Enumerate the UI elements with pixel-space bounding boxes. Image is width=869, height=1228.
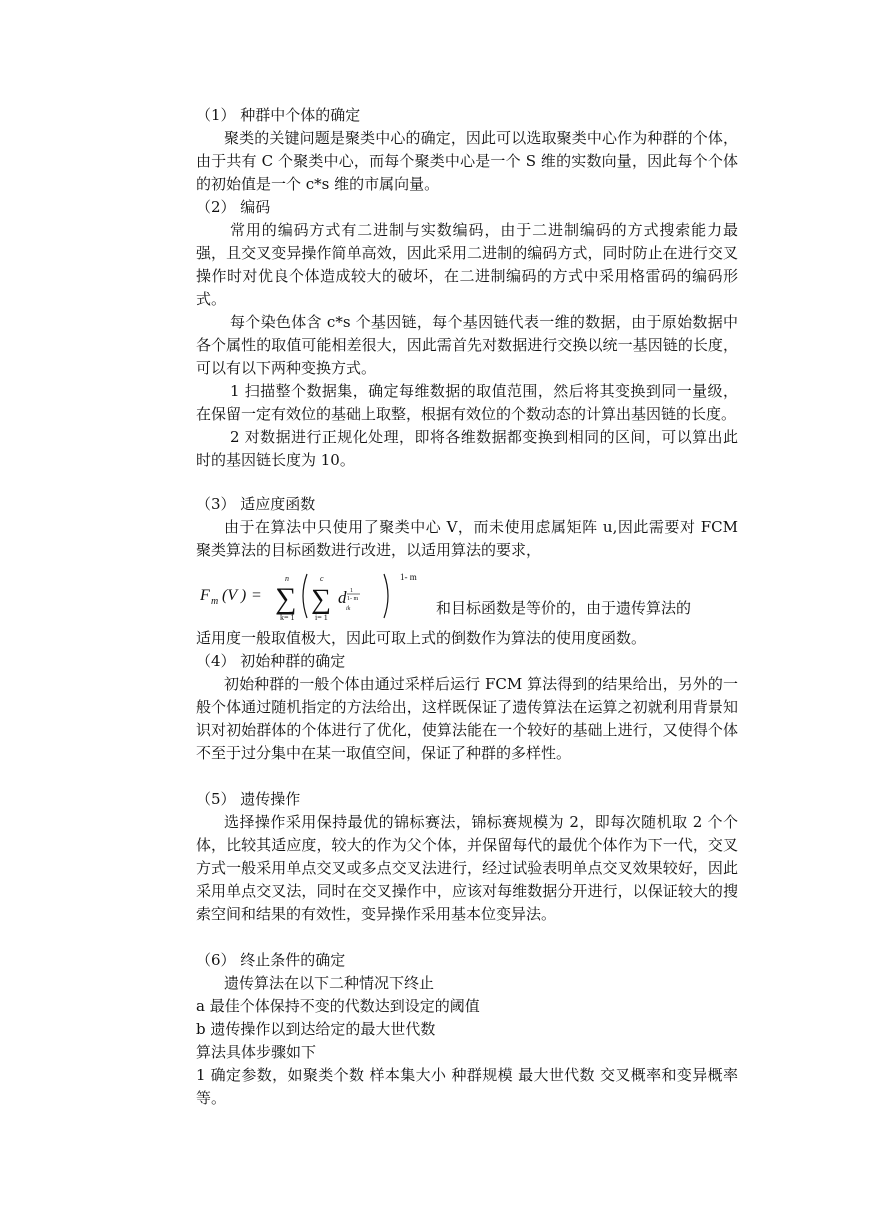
paragraph: 2 对数据进行正规化处理，即将各维数据都变换到相同的区间，可以算出此时的基因链长度为 10。 — [196, 428, 738, 469]
formula-frac-den: 1- m — [347, 596, 359, 602]
paragraph: 选择操作采用保持最优的锦标赛法，锦标赛规模为 2，即每次随机取 2 个个体，比较其适应度，较大的作为父个体，并保留每代的最优个体作为下一代，交叉方式一般采用单点交叉或多点交叉法进行，经过试验表明单点交叉效果较好，因此采用单点交叉法，同时在交叉操作中，应该对每维数据分开进行，以保证较大的搜索空间和结果的有效性，变异操作采用基本位变异法。 — [196, 813, 738, 923]
paragraph: 适用度一般取值极大，因此可取上式的倒数作为算法的使用度函数。 — [196, 629, 647, 647]
paragraph: 初始种群的一般个体由通过采样后运行 FCM 算法得到的结果给出，另外的一般个体通过随机指定的方法给出，这样既保证了遗传算法在运算之初就利用背景知识对初始群体的个体进行了优化，使算法能在一个较好的基础上进行，又使得个体不至于过分集中在某一取值空间，保证了种群的多样性。 — [196, 675, 738, 762]
formula-inner-upper: c — [320, 574, 324, 583]
step-1: 1 确定参数，如聚类个数 样本集大小 种群规模 最大世代数 交叉概率和变异概率等。 — [196, 1066, 738, 1107]
steps-intro: 算法具体步骤如下 — [196, 1043, 317, 1061]
formula-lhs-sub: m — [211, 596, 219, 607]
heading-2: （2） 编码 — [196, 198, 271, 216]
heading-5: （5） 遗传操作 — [196, 790, 301, 808]
paragraph: 常用的编码方式有二进制与实数编码，由于二进制编码的方式搜索能力最强，且交叉变异操作简单高效，因此采用二进制的编码方式，同时防止在进行交叉操作时对优良个体造成较大的破坏，在二进制编码的方式中采用格雷码的编码形式。 — [196, 221, 738, 308]
heading-1: （1） 种群中个体的确定 — [196, 106, 361, 124]
section-3 — [196, 493, 738, 562]
formula-inner-sum: ∑ — [311, 584, 331, 615]
fitness-formula — [200, 570, 440, 622]
section-6 — [196, 949, 738, 1110]
paragraph: 由于在算法中只使用了聚类中心 V，而未使用虑属矩阵 u,因此需要对 FCM 聚类算法的目标函数进行改进，以适用算法的要求， — [196, 518, 738, 559]
list-item-a: a 最佳个体保持不变的代数达到设定的阈值 — [196, 997, 480, 1015]
list-item-b: b 遗传操作以到达给定的最大世代数 — [196, 1020, 436, 1038]
formula-d: d — [338, 588, 347, 607]
section-3-cont — [196, 627, 738, 650]
section-2 — [196, 196, 738, 472]
paragraph: 每个染色体含 c*s 个基因链，每个基因链代表一维的数据，由于原始数据中各个属性的取值可能相差很大，因此需首先对数据进行交换以统一基因链的长度，可以有以下两种变换方式。 — [196, 313, 738, 377]
formula-outer-lower: k= 1 — [280, 613, 295, 622]
paragraph: 1 扫描整个数据集，确定每维数据的取值范围，然后将其变换到同一量级，在保留一定有效位的基础上取整，根据有效位的个数动态的计算出基因链的长度。 — [196, 382, 738, 423]
section-4 — [196, 650, 738, 765]
formula-eq: = — [252, 587, 262, 604]
formula-lhs: F — [200, 587, 210, 604]
paragraph-tail: 和目标函数是等价的，由于遗传算法的 — [436, 599, 692, 617]
formula-frac-num: 1 — [350, 588, 353, 594]
heading-3: （3） 适应度函数 — [196, 495, 316, 513]
formula-lhs-arg: (V ) — [222, 587, 247, 604]
formula-outer-exp: 1- m — [400, 572, 417, 582]
formula-outer-sum: ∑ — [275, 582, 297, 615]
paragraph: 聚类的关键问题是聚类中心的确定，因此可以选取聚类中心作为种群的个体，由于共有 C 个聚类中心，而每个聚类中心是一个 S 维的实数向量，因此每个个体的初始值是一个 c*s 维的市属向量。 — [196, 129, 738, 193]
section-1 — [196, 104, 738, 196]
left-paren-icon — [303, 574, 307, 618]
heading-4: （4） 初始种群的确定 — [196, 652, 346, 670]
paragraph: 遗传算法在以下二种情况下终止 — [224, 974, 435, 992]
formula-inner-lower: i= 1 — [315, 613, 328, 622]
formula-outer-upper: n — [285, 574, 289, 583]
formula-d-sub: ik — [346, 606, 351, 612]
right-paren-icon — [384, 574, 388, 618]
section-5 — [196, 788, 738, 926]
heading-6: （6） 终止条件的确定 — [196, 951, 346, 969]
